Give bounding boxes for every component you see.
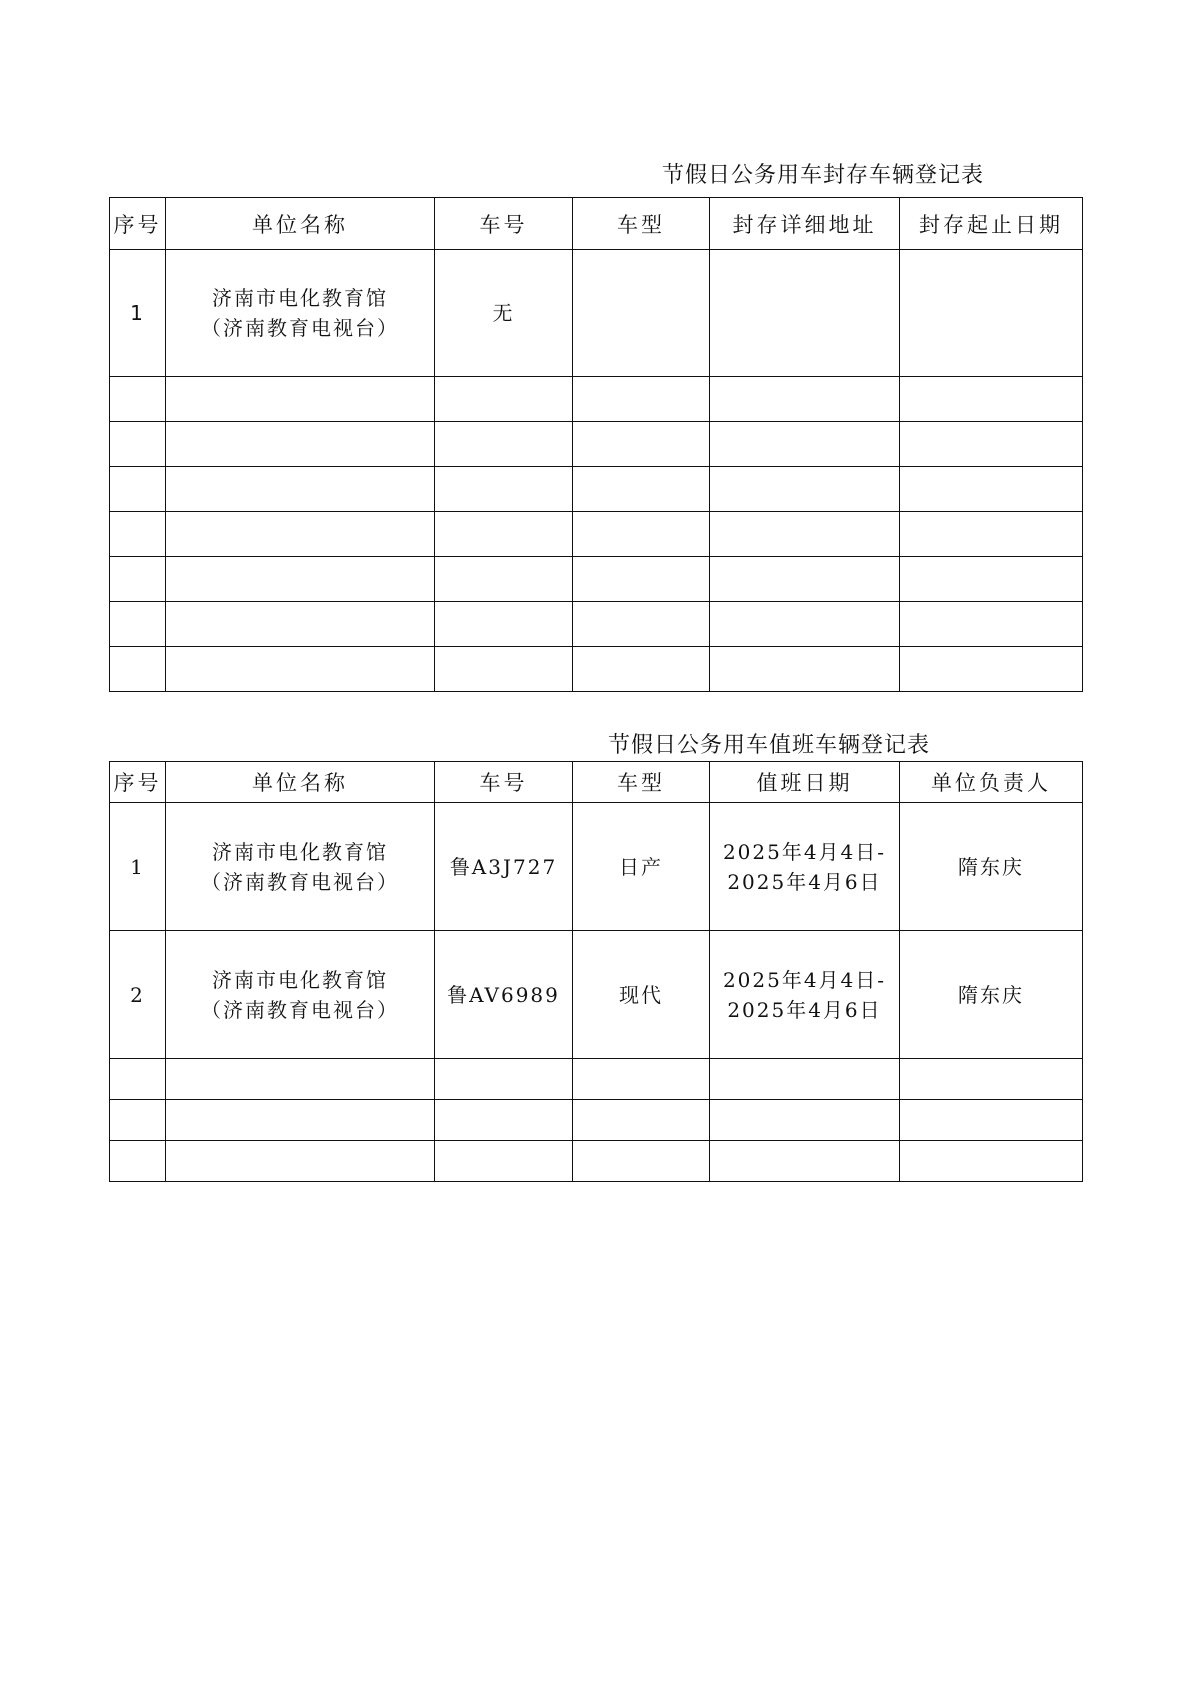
table-row (110, 931, 1083, 1059)
empty-cell (166, 467, 435, 512)
cell-address (710, 250, 900, 377)
unit-name-line2: （济南教育电视台） (201, 997, 399, 1022)
empty-cell (710, 467, 900, 512)
table-row-empty (110, 557, 1083, 602)
sealed-table-title: 节假日公务用车封存车辆登记表 (662, 163, 985, 188)
duty-date-line1: 2025年4月4日- (722, 967, 887, 992)
unit-name-line1: 济南市电化教育馆 (212, 839, 388, 864)
empty-cell (900, 467, 1083, 512)
header-seq: 序号 (110, 762, 166, 803)
cell-duty-date (710, 931, 900, 1059)
empty-cell (710, 422, 900, 467)
table-header-row (110, 762, 1083, 803)
table-row-empty (110, 1100, 1083, 1141)
empty-cell (435, 467, 573, 512)
empty-cell (900, 1100, 1083, 1141)
cell-plate: 鲁A3J727 (435, 803, 573, 931)
empty-cell (110, 512, 166, 557)
table-row-empty (110, 422, 1083, 467)
duty-date-line2: 2025年4月6日 (727, 869, 882, 894)
table-header-row (110, 198, 1083, 250)
empty-cell (166, 647, 435, 692)
empty-cell (435, 512, 573, 557)
cell-unit-name (166, 931, 435, 1059)
empty-cell (110, 1100, 166, 1141)
empty-cell (110, 557, 166, 602)
empty-cell (110, 1059, 166, 1100)
empty-cell (166, 557, 435, 602)
empty-cell (435, 557, 573, 602)
empty-cell (166, 512, 435, 557)
unit-name-line1: 济南市电化教育馆 (212, 286, 388, 310)
empty-cell (900, 1141, 1083, 1182)
cell-period (900, 250, 1083, 377)
empty-cell (710, 1059, 900, 1100)
sealed-vehicle-table (109, 197, 1083, 692)
table-row-empty (110, 467, 1083, 512)
empty-cell (110, 377, 166, 422)
empty-cell (166, 377, 435, 422)
cell-seq: 1 (110, 250, 166, 377)
empty-cell (435, 422, 573, 467)
empty-cell (435, 602, 573, 647)
empty-cell (573, 512, 710, 557)
cell-responsible: 隋东庆 (900, 803, 1083, 931)
empty-cell (166, 602, 435, 647)
empty-cell (710, 647, 900, 692)
empty-cell (900, 647, 1083, 692)
header-plate: 车号 (435, 198, 573, 250)
empty-cell (710, 512, 900, 557)
duty-vehicle-table (109, 761, 1083, 1182)
empty-cell (710, 1141, 900, 1182)
cell-unit-name (166, 803, 435, 931)
empty-cell (166, 422, 435, 467)
empty-cell (900, 512, 1083, 557)
empty-cell (110, 422, 166, 467)
table-row (110, 803, 1083, 931)
cell-unit-name (166, 250, 435, 377)
empty-cell (435, 1059, 573, 1100)
empty-cell (573, 377, 710, 422)
cell-duty-date (710, 803, 900, 931)
duty-date-line2: 2025年4月6日 (727, 997, 882, 1022)
cell-responsible: 隋东庆 (900, 931, 1083, 1059)
empty-cell (573, 1100, 710, 1141)
header-plate: 车号 (435, 762, 573, 803)
empty-cell (110, 467, 166, 512)
empty-cell (435, 377, 573, 422)
empty-cell (573, 647, 710, 692)
header-address: 封存详细地址 (710, 198, 900, 250)
cell-model: 现代 (573, 931, 710, 1059)
table-row-empty (110, 647, 1083, 692)
table-row (110, 250, 1083, 377)
table-row-empty (110, 602, 1083, 647)
empty-cell (435, 647, 573, 692)
unit-name-line2: （济南教育电视台） (201, 316, 399, 340)
empty-cell (900, 602, 1083, 647)
table-row-empty (110, 377, 1083, 422)
duty-date-line1: 2025年4月4日- (722, 839, 887, 864)
empty-cell (710, 557, 900, 602)
header-unit-name: 单位名称 (166, 762, 435, 803)
empty-cell (710, 602, 900, 647)
empty-cell (435, 1100, 573, 1141)
cell-seq: 1 (110, 803, 166, 931)
empty-cell (573, 422, 710, 467)
empty-cell (900, 422, 1083, 467)
empty-cell (110, 602, 166, 647)
empty-cell (166, 1141, 435, 1182)
header-period: 封存起止日期 (900, 198, 1083, 250)
cell-plate: 鲁AV6989 (435, 931, 573, 1059)
table-row-empty (110, 1059, 1083, 1100)
table-row-empty (110, 512, 1083, 557)
empty-cell (573, 1141, 710, 1182)
empty-cell (435, 1141, 573, 1182)
unit-name-line2: （济南教育电视台） (201, 869, 399, 894)
header-model: 车型 (573, 198, 710, 250)
empty-cell (166, 1100, 435, 1141)
cell-model: 日产 (573, 803, 710, 931)
empty-cell (900, 377, 1083, 422)
empty-cell (900, 1059, 1083, 1100)
empty-cell (710, 377, 900, 422)
empty-cell (573, 602, 710, 647)
empty-cell (710, 1100, 900, 1141)
header-unit-name: 单位名称 (166, 198, 435, 250)
cell-model (573, 250, 710, 377)
header-seq: 序号 (110, 198, 166, 250)
header-responsible: 单位负责人 (900, 762, 1083, 803)
duty-table-title: 节假日公务用车值班车辆登记表 (608, 733, 931, 758)
header-duty-date: 值班日期 (710, 762, 900, 803)
empty-cell (573, 467, 710, 512)
header-model: 车型 (573, 762, 710, 803)
cell-plate: 无 (435, 250, 573, 377)
table-row-empty (110, 1141, 1083, 1182)
unit-name-line1: 济南市电化教育馆 (212, 967, 388, 992)
empty-cell (110, 1141, 166, 1182)
empty-cell (166, 1059, 435, 1100)
cell-seq: 2 (110, 931, 166, 1059)
empty-cell (110, 647, 166, 692)
empty-cell (573, 557, 710, 602)
empty-cell (573, 1059, 710, 1100)
empty-cell (900, 557, 1083, 602)
